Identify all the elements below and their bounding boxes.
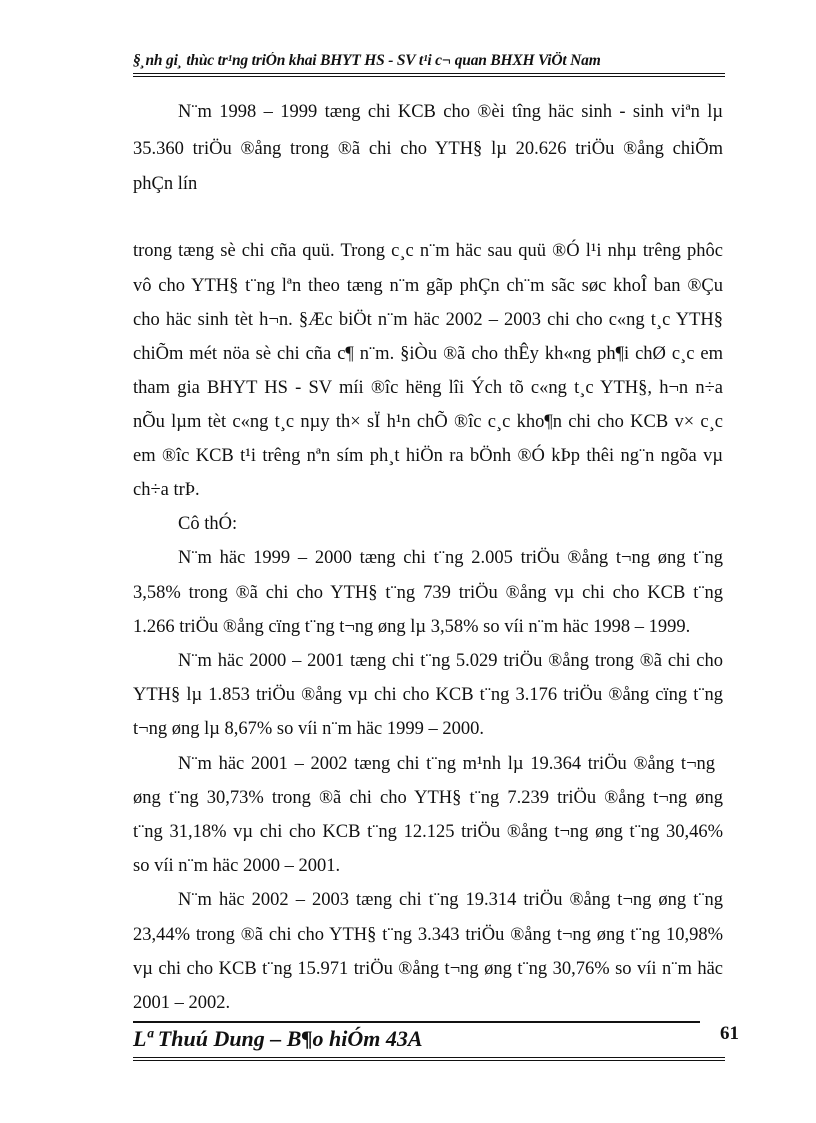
p6-line-3: t¨ng 31,18% vµ chi cho KCB t¨ng 12.125 triÖu ®ång t¬ng øng t¨ng 30,46%: [133, 822, 723, 842]
p2-line-7: em ®îc KCB t¹i trêng nªn sím ph¸t hiÖn ra bÖnh ®Ó kÞp thêi ng¨n ngõa vµ: [133, 446, 723, 466]
p2-line-2: vô cho YTH§ t¨ng lªn theo tæng n¨m gãp phÇn ch¨m sãc søc khoÎ ban ®Çu: [133, 276, 723, 296]
p7-line-3: vµ chi cho KCB t¨ng 15.971 triÖu ®ång t¬ng øng t¨ng 30,76% so víi n¨m häc: [133, 959, 723, 979]
p6-line-4: so víi n¨m häc 2000 – 2001.: [133, 856, 341, 876]
p3-line-1: Cô thÓ:: [178, 514, 238, 534]
p7-line-2: 23,44% trong ®ã chi cho YTH§ t¨ng 3.343 triÖu ®ång t¬ng øng t¨ng 10,98%: [133, 925, 723, 945]
p6-line-2: øng t¨ng 30,73% trong ®ã chi cho YTH§ t¨ng 7.239 triÖu ®ång t¬ng øng: [133, 788, 723, 808]
p2-line-5: tham gia BHYT HS - SV míi ®îc hëng lîi Ých tõ c«ng t¸c YTH§, h¬n n÷a: [133, 378, 723, 398]
footer-rule: [133, 1021, 700, 1023]
p1-line-3: phÇn lín: [133, 174, 198, 194]
p2-line-1: trong tæng sè chi cña quü. Trong c¸c n¨m häc sau quü ®Ó l¹i nhµ trêng phôc: [133, 241, 723, 261]
page-number: 61: [720, 1023, 739, 1044]
footer-author: Lª Thuú Dung – B¶o hiÓm 43A: [133, 1026, 423, 1051]
p7-line-1: N¨m häc 2002 – 2003 tæng chi t¨ng 19.314 triÖu ®ång t¬ng øng t¨ng: [178, 890, 723, 910]
p5-line-2: YTH§ lµ 1.853 triÖu ®ång vµ chi cho KCB t¨ng 3.176 triÖu ®ång cïng t¨ng: [133, 685, 723, 705]
running-header: §¸nh gi¸ thùc tr¹ng triÓn khai BHYT HS - SV t¹i c¬ quan BHXH ViÖt Nam: [133, 52, 601, 69]
p5-line-3: t¬ng øng lµ 8,67% so víi n¨m häc 1999 – 2000.: [133, 719, 484, 739]
p4-line-3: 1.266 triÖu ®ång cïng t¨ng t¬ng øng lµ 3,58% so víi n¨m häc 1998 – 1999.: [133, 617, 691, 637]
footer-bottom-rule: [133, 1057, 725, 1061]
p2-line-6: nÕu lµm tèt c«ng t¸c nµy th× sÏ h¹n chÕ ®îc c¸c kho¶n chi cho KCB v× c¸c: [133, 412, 723, 432]
p5-line-1: N¨m häc 2000 – 2001 tæng chi t¨ng 5.029 triÖu ®ång trong ®ã chi cho: [178, 651, 723, 671]
p4-line-2: 3,58% trong ®ã chi cho YTH§ t¨ng 739 triÖu ®ång vµ chi cho KCB t¨ng: [133, 583, 723, 603]
p2-line-4: chiÕm mét nöa sè chi cña c¶ n¨m. §iÒu ®ã cho thÊy kh«ng ph¶i chØ c¸c em: [133, 344, 723, 364]
p6-line-1: N¨m häc 2001 – 2002 tæng chi t¨ng m¹nh lµ 19.364 triÖu ®ång t¬ng: [178, 754, 715, 774]
p1-line-2: 35.360 triÖu ®ång trong ®ã chi cho YTH§ lµ 20.626 triÖu ®ång chiÕm: [133, 139, 723, 159]
p7-line-4: 2001 – 2002.: [133, 993, 231, 1013]
p2-line-8: ch÷a trÞ.: [133, 480, 200, 500]
p1-line-1: N¨m 1998 – 1999 tæng chi KCB cho ®èi tîng häc sinh - sinh viªn lµ: [178, 102, 723, 122]
p2-line-3: cho häc sinh tèt h¬n. §Æc biÖt n¨m häc 2002 – 2003 chi cho c«ng t¸c YTH§: [133, 310, 723, 330]
header-rule: [133, 73, 725, 77]
p4-line-1: N¨m häc 1999 – 2000 tæng chi t¨ng 2.005 triÖu ®ång t¬ng øng t¨ng: [178, 548, 723, 568]
